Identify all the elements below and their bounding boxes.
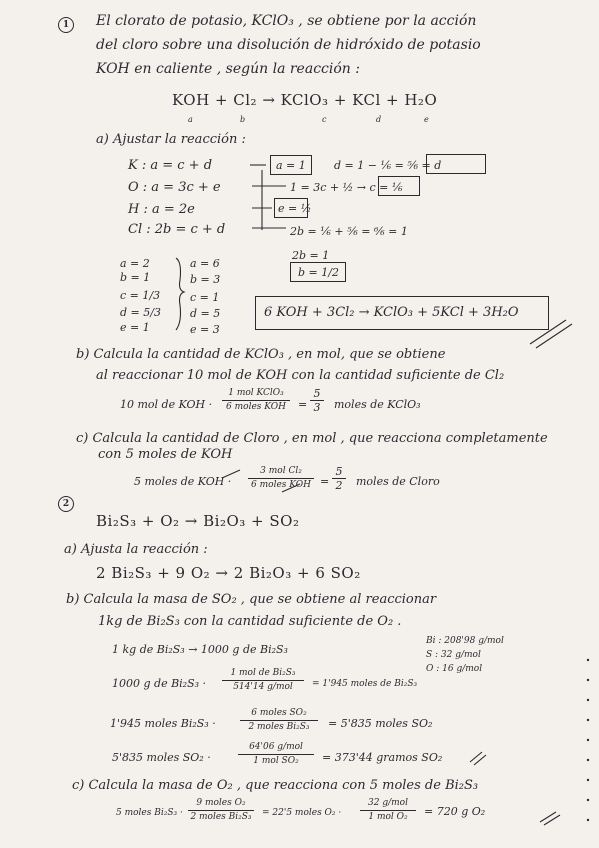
p1-intro-line-3: KOH en caliente , según la reacción : bbox=[96, 61, 360, 77]
c-calc-rnum: 5 bbox=[332, 466, 346, 479]
calc3-den: 1 mol SO₂ bbox=[253, 756, 299, 766]
calc1-den: 514'14 g/mol bbox=[233, 682, 293, 692]
c-calc-den: 6 moles KOH bbox=[251, 480, 311, 490]
c-calc-tail: moles de Cloro bbox=[356, 475, 440, 488]
balance-cl: Cl : 2b = c + d bbox=[128, 222, 226, 237]
calc4-result: = 720 g O₂ bbox=[424, 805, 486, 818]
coef-letter-d: d bbox=[376, 115, 382, 124]
left-val-c: c = 1/3 bbox=[120, 289, 161, 302]
right-val-b: b = 3 bbox=[190, 273, 221, 286]
values-brace bbox=[176, 258, 184, 330]
calc4-lead: 5 moles Bi₂S₃ · bbox=[116, 808, 183, 818]
p1-intro-line-2: del cloro sobre una disolución de hidróxido de potasio bbox=[96, 37, 481, 53]
calc2-num: 6 moles SO₂ bbox=[240, 708, 318, 721]
p1-part-c-line-2: con 5 moles de KOH bbox=[98, 447, 233, 462]
step-d: d = 1 − ⅙ = ⁵⁄₆ = d bbox=[334, 159, 442, 172]
balance-k: K : a = c + d bbox=[128, 158, 213, 173]
result-done-mark bbox=[470, 752, 486, 765]
left-val-e: e = 1 bbox=[120, 321, 150, 334]
b-calc-lead: 10 mol de KOH · bbox=[120, 398, 213, 411]
b-calc-eq: = bbox=[298, 398, 308, 411]
p2-unit-conversion: 1 kg de Bi₂S₃ → 1000 g de Bi₂S₃ bbox=[112, 643, 288, 656]
coef-letter-c: c bbox=[322, 115, 327, 124]
step-a1: a = 1 bbox=[276, 159, 306, 172]
calc2-den: 2 moles Bi₂S₃ bbox=[248, 722, 310, 732]
b-calc-tail: moles de KClO₃ bbox=[334, 398, 421, 411]
p1-part-b-line-2: al reaccionar 10 mol de KOH con la cantidad suficiente de Cl₂ bbox=[96, 368, 505, 383]
molar-mass-s: S : 32 g/mol bbox=[426, 650, 481, 660]
calc1-result: = 1'945 moles de Bi₂S₃ bbox=[312, 679, 418, 689]
p1-part-c-line-1: c) Calcula la cantidad de Cloro , en mol , que reacciona completamente bbox=[76, 431, 548, 446]
calc3-lead: 5'835 moles SO₂ · bbox=[112, 751, 211, 764]
c-calc-num: 3 mol Cl₂ bbox=[248, 466, 314, 479]
step-2b: 2b = 1 bbox=[292, 249, 330, 262]
molar-mass-o: O : 16 g/mol bbox=[426, 664, 483, 674]
calc4-num2: 32 g/mol bbox=[360, 798, 416, 811]
left-val-a: a = 2 bbox=[120, 257, 150, 270]
coef-letter-e: e bbox=[424, 115, 429, 124]
calc2-result: = 5'835 moles SO₂ bbox=[328, 717, 433, 730]
calc1-lead: 1000 g de Bi₂S₃ · bbox=[112, 677, 207, 690]
step-b: b = 1/2 bbox=[298, 266, 339, 279]
p2-part-c-title: c) Calcula la masa de O₂ , que reacciona con 5 moles de Bi₂S₃ bbox=[72, 778, 479, 793]
calc4-den2: 1 mol O₂ bbox=[368, 812, 408, 822]
b-calc-num: 1 mol KClO₃ bbox=[222, 388, 290, 401]
calc4-den: 2 moles Bi₂S₃ bbox=[190, 812, 252, 822]
p1-equation: KOH + Cl₂ → KClO₃ + KCl + H₂O bbox=[172, 91, 438, 109]
p1-intro-line-1: El clorato de potasio, KClO₃ , se obtiene por la acción bbox=[96, 13, 477, 29]
balanced-equation: 6 KOH + 3Cl₂ → KClO₃ + 5KCl + 3H₂O bbox=[264, 305, 519, 320]
balanced-done-mark bbox=[530, 320, 572, 348]
b-calc-rnum: 5 bbox=[310, 388, 324, 401]
p2-balanced-equation: 2 Bi₂S₃ + 9 O₂ → 2 Bi₂O₃ + 6 SO₂ bbox=[96, 564, 361, 582]
p2-part-b-line-1: b) Calcula la masa de SO₂ , que se obtiene al reaccionar bbox=[66, 592, 437, 607]
c-calc-eq: = bbox=[320, 475, 330, 488]
cancel-koh-2 bbox=[282, 484, 300, 492]
step-c: 1 = 3c + ½ → c = ⅙ bbox=[290, 181, 403, 194]
b-calc-den: 6 moles KOH bbox=[226, 402, 286, 412]
p1-part-b-line-1: b) Calcula la cantidad de KClO₃ , en mol, que se obtiene bbox=[76, 347, 446, 362]
left-val-b: b = 1 bbox=[120, 271, 151, 284]
right-val-e: e = 3 bbox=[190, 323, 220, 336]
calc4-mid: = 22'5 moles O₂ · bbox=[262, 808, 342, 818]
molar-mass-bi: Bi : 208'98 g/mol bbox=[426, 636, 504, 646]
step-cl: 2b = ⅙ + ⁵⁄₆ = ⁶⁄₆ = 1 bbox=[290, 225, 408, 238]
coef-letter-b: b bbox=[240, 115, 246, 124]
calc4-num: 9 moles O₂ bbox=[188, 798, 254, 811]
b-calc-rden: 3 bbox=[313, 401, 321, 414]
right-val-d: d = 5 bbox=[190, 307, 221, 320]
c-calc-lead: 5 moles de KOH · bbox=[134, 475, 232, 488]
final-done-mark bbox=[540, 812, 560, 825]
right-val-a: a = 6 bbox=[190, 257, 220, 270]
p2-equation: Bi₂S₃ + O₂ → Bi₂O₃ + SO₂ bbox=[96, 512, 300, 530]
balance-o: O : a = 3c + e bbox=[128, 180, 221, 195]
step-e: e = ½ bbox=[278, 202, 312, 215]
problem-1-number: 1 bbox=[58, 17, 74, 33]
cancel-koh-1 bbox=[222, 470, 240, 478]
p2-part-b-line-2: 1kg de Bi₂S₃ con la cantidad suficiente de O₂ . bbox=[98, 614, 402, 629]
calc2-lead: 1'945 moles Bi₂S₃ · bbox=[110, 717, 216, 730]
problem-2-number: 2 bbox=[58, 496, 74, 512]
calc3-result: = 373'44 gramos SO₂ bbox=[322, 751, 443, 764]
c-calc-rden: 2 bbox=[335, 479, 343, 492]
coef-letter-a: a bbox=[188, 115, 193, 124]
right-val-c: c = 1 bbox=[190, 291, 220, 304]
calc1-num: 1 mol de Bi₂S₃ bbox=[222, 668, 304, 681]
calc3-num: 64'06 g/mol bbox=[238, 742, 314, 755]
balance-h: H : a = 2e bbox=[128, 202, 195, 217]
p1-part-a-title: a) Ajustar la reacción : bbox=[96, 132, 246, 147]
p2-part-a-title: a) Ajusta la reacción : bbox=[64, 542, 208, 557]
left-val-d: d = 5/3 bbox=[120, 306, 161, 319]
